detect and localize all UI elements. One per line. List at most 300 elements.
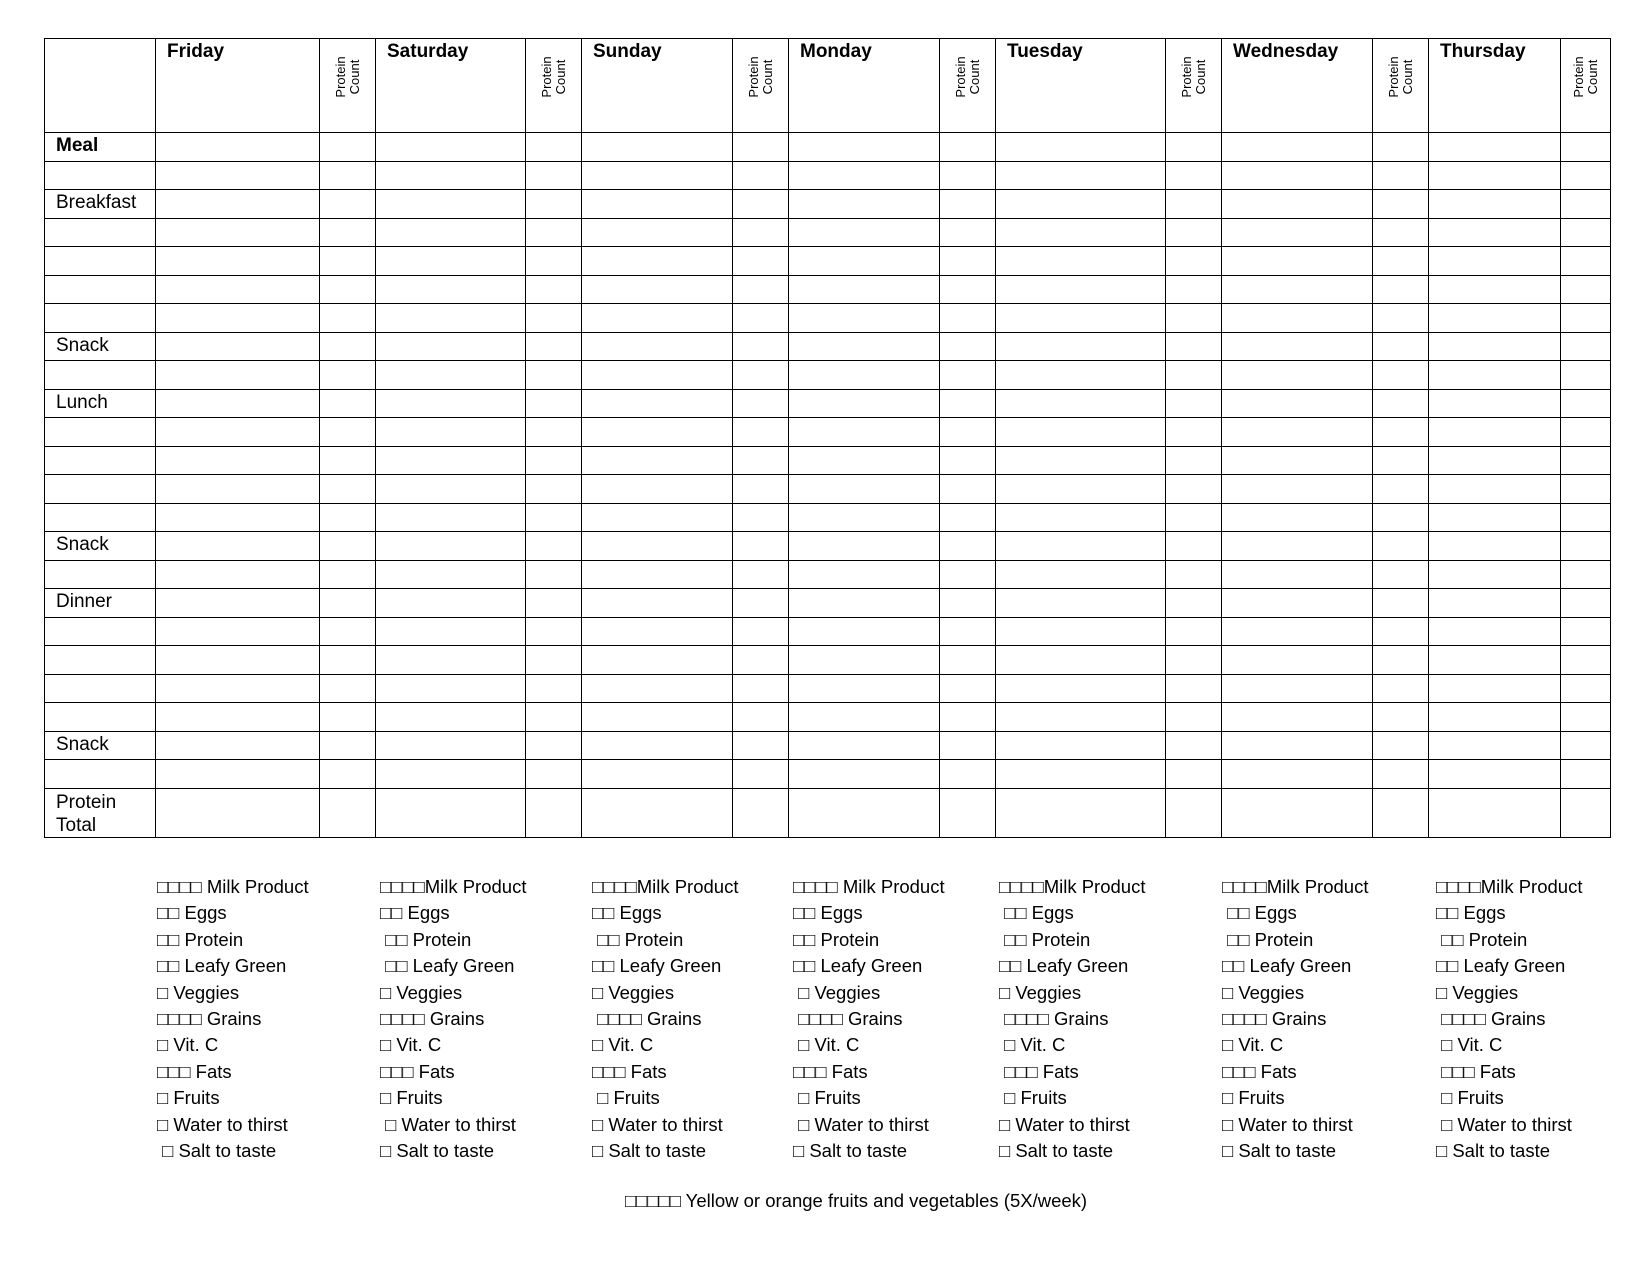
meal-entry-cell[interactable]: [156, 218, 320, 247]
meal-entry-cell[interactable]: [156, 589, 320, 618]
protein-count-cell[interactable]: [320, 218, 376, 247]
meal-entry-cell[interactable]: [996, 161, 1166, 190]
meal-entry-cell[interactable]: [156, 731, 320, 760]
protein-count-cell[interactable]: [320, 418, 376, 447]
protein-count-cell[interactable]: [1166, 503, 1222, 532]
protein-count-cell[interactable]: [1166, 589, 1222, 618]
meal-entry-cell[interactable]: [1222, 503, 1373, 532]
meal-entry-cell[interactable]: [376, 703, 526, 732]
meal-entry-cell[interactable]: [156, 190, 320, 219]
protein-count-cell[interactable]: [733, 190, 789, 219]
meal-entry-cell[interactable]: [1222, 589, 1373, 618]
checklist-item[interactable]: □ Salt to taste: [999, 1140, 1114, 1162]
meal-entry-cell[interactable]: [789, 389, 940, 418]
checklist-item[interactable]: □ Water to thirst: [380, 1113, 516, 1135]
protein-count-cell[interactable]: [1561, 589, 1611, 618]
meal-entry-cell[interactable]: [376, 617, 526, 646]
protein-count-cell[interactable]: [940, 446, 996, 475]
protein-count-cell[interactable]: [1166, 560, 1222, 589]
meal-entry-cell[interactable]: [996, 503, 1166, 532]
protein-count-cell[interactable]: [320, 674, 376, 703]
checklist-item[interactable]: □ Water to thirst: [793, 1113, 929, 1135]
protein-total-cell[interactable]: [789, 788, 940, 837]
meal-entry-cell[interactable]: [996, 760, 1166, 789]
protein-count-cell[interactable]: [320, 646, 376, 675]
meal-entry-cell[interactable]: [1222, 532, 1373, 561]
protein-count-cell[interactable]: [940, 731, 996, 760]
protein-count-cell[interactable]: [1561, 674, 1611, 703]
meal-entry-cell[interactable]: [1429, 475, 1561, 504]
meal-entry-cell[interactable]: [156, 133, 320, 162]
checklist-item[interactable]: □□ Eggs: [157, 902, 227, 924]
protein-count-cell[interactable]: [940, 703, 996, 732]
meal-entry-cell[interactable]: [1222, 247, 1373, 276]
checklist-item[interactable]: □□□□ Milk Product: [157, 876, 309, 897]
checklist-item[interactable]: □ Fruits: [999, 1087, 1067, 1109]
protein-count-cell[interactable]: [1373, 475, 1429, 504]
protein-count-cell[interactable]: [1373, 418, 1429, 447]
meal-entry-cell[interactable]: [789, 332, 940, 361]
meal-entry-cell[interactable]: [582, 361, 733, 390]
meal-entry-cell[interactable]: [1429, 589, 1561, 618]
meal-entry-cell[interactable]: [582, 418, 733, 447]
protein-count-cell[interactable]: [733, 446, 789, 475]
meal-entry-cell[interactable]: [996, 190, 1166, 219]
protein-count-cell[interactable]: [940, 275, 996, 304]
protein-count-cell[interactable]: [526, 304, 582, 333]
meal-entry-cell[interactable]: [789, 218, 940, 247]
meal-entry-cell[interactable]: [582, 446, 733, 475]
protein-count-cell[interactable]: [940, 589, 996, 618]
meal-entry-cell[interactable]: [1222, 731, 1373, 760]
checklist-item[interactable]: □□□□ Grains: [1436, 1008, 1546, 1030]
protein-count-cell[interactable]: [1373, 760, 1429, 789]
meal-entry-cell[interactable]: [582, 703, 733, 732]
meal-entry-cell[interactable]: [156, 560, 320, 589]
protein-count-cell[interactable]: [1166, 275, 1222, 304]
meal-entry-cell[interactable]: [1222, 361, 1373, 390]
protein-count-cell[interactable]: [1561, 218, 1611, 247]
checklist-item[interactable]: □□□□Milk Product: [380, 876, 527, 897]
protein-count-cell[interactable]: [1561, 475, 1611, 504]
protein-count-cell[interactable]: [1373, 532, 1429, 561]
protein-count-cell[interactable]: [940, 617, 996, 646]
protein-count-cell[interactable]: [526, 218, 582, 247]
meal-entry-cell[interactable]: [789, 674, 940, 703]
protein-count-cell[interactable]: [526, 674, 582, 703]
meal-entry-cell[interactable]: [996, 731, 1166, 760]
protein-count-cell[interactable]: [1166, 247, 1222, 276]
protein-total-cell[interactable]: [582, 788, 733, 837]
protein-count-cell[interactable]: [1373, 247, 1429, 276]
meal-entry-cell[interactable]: [582, 247, 733, 276]
meal-entry-cell[interactable]: [156, 275, 320, 304]
meal-entry-cell[interactable]: [789, 731, 940, 760]
protein-count-cell[interactable]: [526, 389, 582, 418]
meal-entry-cell[interactable]: [376, 190, 526, 219]
protein-count-cell[interactable]: [940, 560, 996, 589]
protein-count-cell[interactable]: [1561, 446, 1611, 475]
meal-entry-cell[interactable]: [789, 418, 940, 447]
meal-entry-cell[interactable]: [1222, 760, 1373, 789]
protein-total-cell[interactable]: [156, 788, 320, 837]
checklist-item[interactable]: □□ Eggs: [380, 902, 450, 924]
meal-entry-cell[interactable]: [582, 760, 733, 789]
checklist-item[interactable]: □□ Protein: [380, 928, 472, 950]
meal-entry-cell[interactable]: [789, 247, 940, 276]
checklist-item[interactable]: □□ Eggs: [592, 902, 662, 924]
meal-entry-cell[interactable]: [1222, 475, 1373, 504]
protein-count-cell[interactable]: [1373, 617, 1429, 646]
protein-count-cell[interactable]: [320, 532, 376, 561]
protein-count-cell[interactable]: [1166, 190, 1222, 219]
protein-count-cell[interactable]: [526, 589, 582, 618]
protein-count-cell[interactable]: [320, 760, 376, 789]
checklist-item[interactable]: □□□ Fats: [157, 1060, 232, 1082]
meal-entry-cell[interactable]: [1429, 133, 1561, 162]
meal-entry-cell[interactable]: [996, 446, 1166, 475]
protein-count-cell[interactable]: [526, 275, 582, 304]
protein-count-cell[interactable]: [526, 532, 582, 561]
meal-entry-cell[interactable]: [996, 532, 1166, 561]
protein-count-cell[interactable]: [940, 532, 996, 561]
meal-entry-cell[interactable]: [376, 560, 526, 589]
meal-entry-cell[interactable]: [789, 760, 940, 789]
meal-entry-cell[interactable]: [156, 703, 320, 732]
protein-count-cell[interactable]: [733, 247, 789, 276]
meal-entry-cell[interactable]: [1222, 446, 1373, 475]
protein-count-cell[interactable]: [1561, 133, 1611, 162]
protein-count-cell[interactable]: [940, 190, 996, 219]
meal-entry-cell[interactable]: [789, 475, 940, 504]
checklist-item[interactable]: □□□□ Grains: [793, 1008, 903, 1030]
meal-entry-cell[interactable]: [376, 161, 526, 190]
protein-count-cell[interactable]: [1561, 361, 1611, 390]
checklist-item[interactable]: □ Veggies: [793, 981, 881, 1003]
protein-count-cell[interactable]: [940, 674, 996, 703]
protein-count-cell[interactable]: [526, 646, 582, 675]
meal-entry-cell[interactable]: [582, 646, 733, 675]
protein-count-cell[interactable]: [1373, 389, 1429, 418]
protein-count-cell[interactable]: [733, 161, 789, 190]
checklist-item[interactable]: □ Veggies: [1436, 981, 1519, 1003]
protein-count-cell[interactable]: [526, 133, 582, 162]
checklist-item[interactable]: □□□ Fats: [999, 1060, 1079, 1082]
meal-entry-cell[interactable]: [1222, 304, 1373, 333]
protein-count-cell[interactable]: [940, 161, 996, 190]
meal-entry-cell[interactable]: [376, 589, 526, 618]
protein-count-cell[interactable]: [1373, 703, 1429, 732]
protein-count-cell[interactable]: [940, 418, 996, 447]
protein-count-cell[interactable]: [733, 304, 789, 333]
checklist-item[interactable]: □ Vit. C: [592, 1034, 654, 1056]
meal-entry-cell[interactable]: [582, 731, 733, 760]
meal-entry-cell[interactable]: [376, 275, 526, 304]
meal-entry-cell[interactable]: [1429, 617, 1561, 646]
meal-entry-cell[interactable]: [996, 646, 1166, 675]
protein-count-cell[interactable]: [1166, 475, 1222, 504]
checklist-item[interactable]: □□ Leafy Green: [793, 955, 923, 977]
checklist-item[interactable]: □□ Eggs: [1436, 902, 1506, 924]
protein-count-cell[interactable]: [320, 304, 376, 333]
protein-count-cell[interactable]: [320, 332, 376, 361]
protein-count-cell[interactable]: [1561, 190, 1611, 219]
meal-entry-cell[interactable]: [376, 532, 526, 561]
meal-entry-cell[interactable]: [582, 589, 733, 618]
checklist-item[interactable]: □ Salt to taste: [793, 1140, 908, 1162]
checklist-item[interactable]: □□□□ Grains: [157, 1008, 262, 1030]
meal-entry-cell[interactable]: [1429, 560, 1561, 589]
checklist-item[interactable]: □□ Protein: [592, 928, 684, 950]
meal-entry-cell[interactable]: [1222, 418, 1373, 447]
checklist-item[interactable]: □ Vit. C: [1222, 1034, 1284, 1056]
protein-total-count-cell[interactable]: [1561, 788, 1611, 837]
checklist-item[interactable]: □ Veggies: [999, 981, 1082, 1003]
meal-entry-cell[interactable]: [996, 418, 1166, 447]
checklist-item[interactable]: □ Veggies: [592, 981, 675, 1003]
meal-entry-cell[interactable]: [1429, 361, 1561, 390]
checklist-item[interactable]: □ Veggies: [1222, 981, 1305, 1003]
meal-entry-cell[interactable]: [156, 161, 320, 190]
checklist-item[interactable]: □□□□Milk Product: [1436, 876, 1583, 897]
meal-entry-cell[interactable]: [1222, 617, 1373, 646]
protein-count-cell[interactable]: [1166, 332, 1222, 361]
protein-count-cell[interactable]: [1373, 304, 1429, 333]
protein-count-cell[interactable]: [526, 332, 582, 361]
protein-count-cell[interactable]: [1166, 646, 1222, 675]
protein-count-cell[interactable]: [1166, 703, 1222, 732]
protein-count-cell[interactable]: [1166, 361, 1222, 390]
protein-count-cell[interactable]: [1373, 674, 1429, 703]
checklist-item[interactable]: □□ Leafy Green: [999, 955, 1129, 977]
protein-count-cell[interactable]: [526, 731, 582, 760]
meal-entry-cell[interactable]: [789, 190, 940, 219]
protein-count-cell[interactable]: [1561, 247, 1611, 276]
meal-entry-cell[interactable]: [376, 760, 526, 789]
meal-entry-cell[interactable]: [996, 361, 1166, 390]
protein-count-cell[interactable]: [526, 161, 582, 190]
meal-entry-cell[interactable]: [376, 218, 526, 247]
checklist-item[interactable]: □□□ Fats: [1436, 1060, 1516, 1082]
meal-entry-cell[interactable]: [156, 389, 320, 418]
checklist-item[interactable]: □ Veggies: [157, 981, 240, 1003]
checklist-item[interactable]: □□ Eggs: [1222, 902, 1297, 924]
protein-total-cell[interactable]: [996, 788, 1166, 837]
meal-entry-cell[interactable]: [1429, 218, 1561, 247]
checklist-item[interactable]: □□□□Milk Product: [999, 876, 1146, 897]
checklist-item[interactable]: □ Water to thirst: [1436, 1113, 1572, 1135]
checklist-item[interactable]: □ Water to thirst: [592, 1113, 723, 1135]
meal-entry-cell[interactable]: [1429, 418, 1561, 447]
protein-count-cell[interactable]: [733, 475, 789, 504]
protein-total-count-cell[interactable]: [733, 788, 789, 837]
meal-entry-cell[interactable]: [996, 475, 1166, 504]
protein-count-cell[interactable]: [526, 560, 582, 589]
meal-entry-cell[interactable]: [156, 332, 320, 361]
protein-count-cell[interactable]: [1373, 731, 1429, 760]
protein-count-cell[interactable]: [940, 133, 996, 162]
checklist-item[interactable]: □□□ Fats: [592, 1060, 667, 1082]
meal-entry-cell[interactable]: [582, 617, 733, 646]
protein-count-cell[interactable]: [940, 332, 996, 361]
meal-entry-cell[interactable]: [1429, 332, 1561, 361]
protein-total-cell[interactable]: [376, 788, 526, 837]
protein-count-cell[interactable]: [1561, 731, 1611, 760]
protein-count-cell[interactable]: [1166, 418, 1222, 447]
meal-entry-cell[interactable]: [156, 532, 320, 561]
protein-count-cell[interactable]: [733, 731, 789, 760]
protein-count-cell[interactable]: [320, 361, 376, 390]
meal-entry-cell[interactable]: [376, 674, 526, 703]
meal-entry-cell[interactable]: [582, 475, 733, 504]
protein-count-cell[interactable]: [1373, 589, 1429, 618]
checklist-item[interactable]: □ Vit. C: [999, 1034, 1066, 1056]
checklist-item[interactable]: □ Water to thirst: [999, 1113, 1130, 1135]
checklist-item[interactable]: □□ Leafy Green: [157, 955, 287, 977]
checklist-item[interactable]: □ Fruits: [592, 1087, 660, 1109]
meal-entry-cell[interactable]: [582, 532, 733, 561]
checklist-item[interactable]: □ Fruits: [380, 1087, 443, 1109]
protein-count-cell[interactable]: [1561, 304, 1611, 333]
meal-entry-cell[interactable]: [789, 560, 940, 589]
protein-count-cell[interactable]: [940, 475, 996, 504]
meal-entry-cell[interactable]: [582, 275, 733, 304]
protein-count-cell[interactable]: [1561, 389, 1611, 418]
checklist-item[interactable]: □ Salt to taste: [1436, 1140, 1551, 1162]
protein-count-cell[interactable]: [733, 560, 789, 589]
protein-count-cell[interactable]: [320, 731, 376, 760]
meal-entry-cell[interactable]: [1429, 190, 1561, 219]
protein-count-cell[interactable]: [526, 190, 582, 219]
checklist-item[interactable]: □□ Eggs: [999, 902, 1074, 924]
meal-entry-cell[interactable]: [789, 503, 940, 532]
meal-entry-cell[interactable]: [789, 161, 940, 190]
meal-entry-cell[interactable]: [1222, 190, 1373, 219]
meal-entry-cell[interactable]: [156, 247, 320, 276]
protein-count-cell[interactable]: [320, 247, 376, 276]
checklist-item[interactable]: □ Salt to taste: [157, 1140, 277, 1162]
checklist-item[interactable]: □□□□ Grains: [592, 1008, 702, 1030]
checklist-item[interactable]: □□ Leafy Green: [592, 955, 722, 977]
protein-count-cell[interactable]: [1373, 446, 1429, 475]
meal-entry-cell[interactable]: [156, 760, 320, 789]
protein-count-cell[interactable]: [1561, 418, 1611, 447]
meal-entry-cell[interactable]: [376, 731, 526, 760]
protein-count-cell[interactable]: [1166, 617, 1222, 646]
protein-total-count-cell[interactable]: [1166, 788, 1222, 837]
meal-entry-cell[interactable]: [789, 304, 940, 333]
meal-entry-cell[interactable]: [582, 161, 733, 190]
meal-entry-cell[interactable]: [156, 361, 320, 390]
meal-entry-cell[interactable]: [582, 503, 733, 532]
checklist-item[interactable]: □□ Protein: [999, 928, 1091, 950]
protein-total-cell[interactable]: [1429, 788, 1561, 837]
meal-entry-cell[interactable]: [1429, 503, 1561, 532]
protein-count-cell[interactable]: [320, 161, 376, 190]
protein-count-cell[interactable]: [1561, 275, 1611, 304]
protein-count-cell[interactable]: [320, 275, 376, 304]
meal-entry-cell[interactable]: [789, 446, 940, 475]
meal-entry-cell[interactable]: [789, 646, 940, 675]
protein-count-cell[interactable]: [526, 703, 582, 732]
meal-entry-cell[interactable]: [376, 304, 526, 333]
meal-entry-cell[interactable]: [376, 503, 526, 532]
protein-count-cell[interactable]: [733, 760, 789, 789]
meal-entry-cell[interactable]: [789, 133, 940, 162]
protein-count-cell[interactable]: [1373, 332, 1429, 361]
protein-count-cell[interactable]: [320, 446, 376, 475]
protein-count-cell[interactable]: [1373, 161, 1429, 190]
meal-entry-cell[interactable]: [789, 361, 940, 390]
meal-entry-cell[interactable]: [1222, 218, 1373, 247]
checklist-item[interactable]: □ Water to thirst: [1222, 1113, 1353, 1135]
meal-entry-cell[interactable]: [156, 646, 320, 675]
protein-total-count-cell[interactable]: [320, 788, 376, 837]
checklist-item[interactable]: □□□ Fats: [793, 1060, 868, 1082]
meal-entry-cell[interactable]: [996, 304, 1166, 333]
checklist-item[interactable]: □□ Protein: [157, 928, 244, 950]
checklist-item[interactable]: □ Veggies: [380, 981, 463, 1003]
protein-count-cell[interactable]: [526, 503, 582, 532]
checklist-item[interactable]: □ Fruits: [157, 1087, 220, 1109]
protein-count-cell[interactable]: [1561, 332, 1611, 361]
meal-entry-cell[interactable]: [996, 389, 1166, 418]
protein-count-cell[interactable]: [1166, 446, 1222, 475]
meal-entry-cell[interactable]: [1222, 560, 1373, 589]
protein-count-cell[interactable]: [733, 617, 789, 646]
meal-entry-cell[interactable]: [376, 332, 526, 361]
protein-count-cell[interactable]: [526, 760, 582, 789]
protein-count-cell[interactable]: [526, 617, 582, 646]
protein-count-cell[interactable]: [1561, 760, 1611, 789]
protein-count-cell[interactable]: [1373, 133, 1429, 162]
protein-count-cell[interactable]: [733, 389, 789, 418]
checklist-item[interactable]: □ Vit. C: [157, 1034, 219, 1056]
meal-entry-cell[interactable]: [996, 589, 1166, 618]
protein-count-cell[interactable]: [940, 247, 996, 276]
checklist-item[interactable]: □ Fruits: [1222, 1087, 1285, 1109]
meal-entry-cell[interactable]: [1429, 703, 1561, 732]
checklist-item[interactable]: □□□□Milk Product: [1222, 876, 1369, 897]
protein-count-cell[interactable]: [320, 503, 376, 532]
protein-count-cell[interactable]: [320, 190, 376, 219]
meal-entry-cell[interactable]: [1429, 760, 1561, 789]
protein-count-cell[interactable]: [940, 218, 996, 247]
protein-count-cell[interactable]: [940, 646, 996, 675]
protein-count-cell[interactable]: [526, 418, 582, 447]
checklist-item[interactable]: □ Fruits: [793, 1087, 861, 1109]
meal-entry-cell[interactable]: [582, 560, 733, 589]
protein-count-cell[interactable]: [733, 275, 789, 304]
protein-count-cell[interactable]: [733, 589, 789, 618]
meal-entry-cell[interactable]: [582, 389, 733, 418]
protein-count-cell[interactable]: [733, 646, 789, 675]
meal-entry-cell[interactable]: [582, 674, 733, 703]
protein-count-cell[interactable]: [1166, 674, 1222, 703]
meal-entry-cell[interactable]: [996, 703, 1166, 732]
protein-count-cell[interactable]: [526, 446, 582, 475]
meal-entry-cell[interactable]: [156, 617, 320, 646]
protein-count-cell[interactable]: [1373, 361, 1429, 390]
protein-count-cell[interactable]: [1166, 133, 1222, 162]
protein-count-cell[interactable]: [940, 361, 996, 390]
checklist-item[interactable]: □□□□ Grains: [999, 1008, 1109, 1030]
meal-entry-cell[interactable]: [996, 332, 1166, 361]
meal-entry-cell[interactable]: [1429, 446, 1561, 475]
protein-count-cell[interactable]: [1166, 389, 1222, 418]
checklist-item[interactable]: □ Salt to taste: [592, 1140, 707, 1162]
meal-entry-cell[interactable]: [789, 532, 940, 561]
